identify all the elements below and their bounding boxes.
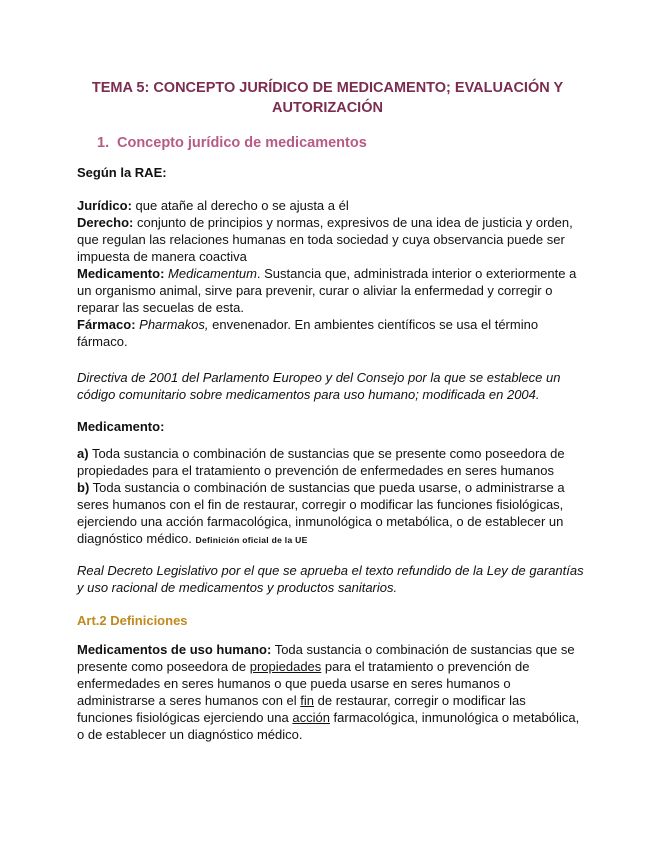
term-medicamento: Medicamento: <box>77 266 165 281</box>
def-medicamento-line-3: reparar las secuelas de esta. <box>77 300 244 315</box>
label-a: a) <box>77 446 89 461</box>
uso-humano-line-4-pre: administrarse a seres humanos con el <box>77 693 301 708</box>
ue-def-b-line-2: seres humanos con el fin de restaurar, corregir o modificar las funciones fisiológicas, <box>77 497 564 512</box>
title-line-2: AUTORIZACIÓN <box>272 100 383 116</box>
term-derecho: Derecho: <box>77 215 134 230</box>
term-juridico: Jurídico: <box>77 198 132 213</box>
def-derecho-text: conjunto de principios y normas, expresivos de una idea de justicia y orden, <box>133 215 573 230</box>
art2-heading: Art.2 Definiciones <box>77 613 188 628</box>
def-juridico-text: que atañe al derecho o se ajusta a él <box>131 198 349 213</box>
ue-def-b-line-4 <box>77 530 577 549</box>
def-farmaco-text: envenenador. En ambientes científicos se usa el término <box>208 317 539 332</box>
uso-humano-line-1 <box>77 641 577 658</box>
section-heading-1 <box>97 135 367 151</box>
real-decreto-line-2: y uso racional de medicamentos y productos sanitarios. <box>77 580 398 595</box>
def-farmaco <box>77 316 577 333</box>
ue-definitions <box>77 445 577 549</box>
ue-def-b-text: Toda sustancia o combinación de sustancias que pueda usarse, o administrarse a <box>89 480 565 495</box>
underlined-fin: fin <box>300 693 315 708</box>
term-farmaco: Fármaco: <box>77 317 136 332</box>
uso-humano-line-2-post: para el tratamiento o prevención de <box>321 659 530 674</box>
uso-humano-line-5-post: farmacológica, inmunológica o metabólica, <box>329 710 580 725</box>
uso-humano-line-6: o de establecer un diagnóstico médico. <box>77 727 303 742</box>
page-title <box>60 78 595 118</box>
def-juridico <box>77 197 577 214</box>
directiva-line-2: código comunitario sobre medicamentos para uso humano; modificada en 2004. <box>77 387 540 402</box>
ue-def-b <box>77 479 577 496</box>
ue-def-a-text: Toda sustancia o combinación de sustancias que se presente como poseedora de <box>88 446 565 461</box>
underlined-propiedades: propiedades <box>249 659 322 674</box>
def-derecho-line-2: que regulan las relaciones humanas en toda sociedad y cuya observancia puede ser <box>77 232 565 247</box>
def-farmaco-line-2: fármaco. <box>77 334 128 349</box>
title-line-1: TEMA 5: CONCEPTO JURÍDICO DE MEDICAMENTO; EVALUACIÓN Y <box>91 80 564 96</box>
underlined-accion: acción <box>292 710 330 725</box>
farmaco-greek: Pharmakos, <box>139 317 209 332</box>
uso-humano-line-5 <box>77 709 580 726</box>
def-derecho <box>77 214 577 231</box>
term-uso-humano: Medicamentos de uso humano: <box>77 642 272 657</box>
ue-def-a-line-2: propiedades para el tratamiento o prevención de enfermedades en seres humanos <box>77 463 554 478</box>
def-medicamento-text: . Sustancia que, administrada interior o exteriormente a <box>256 266 577 281</box>
uso-humano-line-3: enfermedades en seres humanos o que pueda usarse en seres humanos o <box>77 676 511 691</box>
uso-humano-line-2 <box>77 658 577 675</box>
directiva-line-1: Directiva de 2001 del Parlamento Europeo y del Consejo por la que se establece un <box>77 370 561 385</box>
ue-official-note: Definición oficial de la UE <box>195 535 308 545</box>
def-medicamento-line-2: un organismo animal, sirve para prevenir, curar o aliviar la enfermedad y corregir o <box>77 283 553 298</box>
uso-humano-line-1-text: Toda sustancia o combinación de sustancias que se <box>271 642 575 657</box>
def-derecho-line-3: impuesta de manera coactiva <box>77 249 247 264</box>
medicamento-latin: Medicamentum <box>168 266 257 281</box>
directiva-note <box>77 369 577 403</box>
uso-humano-definition <box>77 641 580 743</box>
real-decreto-note <box>77 562 584 596</box>
label-b: b) <box>77 480 90 495</box>
ue-def-b-line-4-text: diagnóstico médico. <box>77 531 192 546</box>
uso-humano-line-2-pre: presente como poseedora de <box>77 659 250 674</box>
rae-heading: Según la RAE: <box>77 165 167 180</box>
medicamento-heading: Medicamento: <box>77 419 165 434</box>
ue-def-b-line-3: ejerciendo una acción farmacológica, inmunológica o metabólica, o de establecer un <box>77 514 564 529</box>
rae-definitions <box>77 197 577 350</box>
section-number: 1. <box>97 135 110 151</box>
section-label: Concepto jurídico de medicamentos <box>117 135 367 151</box>
uso-humano-line-4-post: de restaurar, corregir o modificar las <box>314 693 526 708</box>
uso-humano-line-5-pre: funciones fisiológicas ejerciendo una <box>77 710 293 725</box>
uso-humano-line-4 <box>77 692 577 709</box>
real-decreto-line-1: Real Decreto Legislativo por el que se aprueba el texto refundido de la Ley de garantías <box>77 563 584 578</box>
ue-def-a <box>77 445 577 462</box>
def-medicamento <box>77 265 577 282</box>
